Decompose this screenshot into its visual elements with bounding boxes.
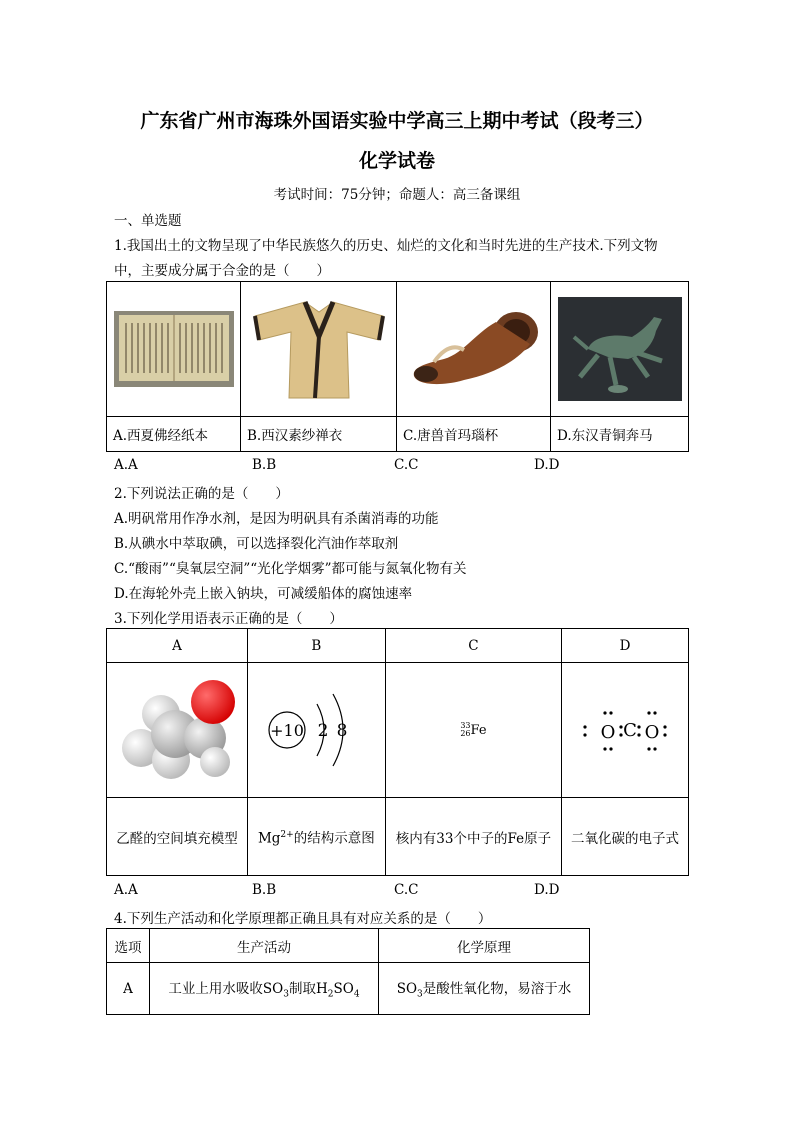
q4-activity-sub-2: 2 [327,989,334,1000]
q4-header-option: 选项 [107,929,150,963]
co2-electron-formula [575,705,675,755]
q1-caption-b: B.西汉素纱禅衣 [241,417,397,452]
bronze-horse-image [558,297,682,401]
shell-2-electrons: 8 [336,721,348,741]
atomic-number: 26 [460,729,471,739]
formula-o-right: O [644,722,660,743]
q1-image-cell-c [397,282,551,417]
q3-header-b: B [247,629,385,663]
q3-header-a: A [107,629,248,663]
q4-principle-sub: 3 [417,989,423,1000]
q3-option-c[interactable]: C.C [394,882,419,898]
section-heading: 一、单选题 [114,213,182,229]
q1-option-a[interactable]: A.A [114,457,138,473]
q1-image-cell-b [241,282,397,417]
q4-table [106,928,590,1015]
q4-activity-text-1: 工业上用水吸收SO [168,981,284,998]
q3-cell-d-formula [562,663,689,798]
q2-option-c[interactable]: C.“酸雨”“臭氧层空洞”“光化学烟雾”都可能与氮氧化物有关 [114,561,467,577]
exam-subtitle: 化学试卷 [358,150,435,172]
q2-option-a[interactable]: A.明矾常用作净水剂，是因为明矾具有杀菌消毒的功能 [114,511,439,527]
q3-caption-b [247,798,385,876]
formula-o-left: O [600,722,616,743]
q3-cell-a-model [107,663,248,798]
shell-1-electrons: 2 [317,721,329,741]
q3-notation-table [106,628,689,876]
exam-meta: 考试时间：75分钟；命题人：高三备课组 [273,187,521,203]
q3-caption-b-text: 的结构示意图 [293,830,375,847]
q1-caption-a: A.西夏佛经纸本 [107,417,241,452]
q2-option-d[interactable]: D.在海轮外壳上嵌入钠块，可减缓船体的腐蚀速率 [114,586,413,602]
mg-ion-structure-diagram [261,680,371,780]
q4-activity-text-3: SO [333,981,354,998]
q3-caption-d: 二氧化碳的电子式 [562,798,689,876]
q4-row-a-activity [150,963,379,1015]
q1-image-cell-a [107,282,241,417]
acetaldehyde-space-filling-model [117,674,237,786]
q3-option-d[interactable]: D.D [534,882,560,898]
q4-activity-sub-3: 4 [353,989,360,1000]
q3-option-a[interactable]: A.A [114,882,138,898]
q4-activity-text-2: 制取H [288,981,328,998]
nucleus-charge: +10 [270,721,305,740]
q3-caption-a: 乙醛的空间填充模型 [107,798,248,876]
q3-stem: 3.下列化学用语表示正确的是（ ） [114,611,343,627]
sutra-paper-image [114,309,234,389]
element-symbol: Fe [470,722,487,738]
q4-header-principle: 化学原理 [379,929,590,963]
q1-option-b[interactable]: B.B [252,457,277,473]
q3-cell-c-symbol [385,663,561,798]
mass-number: 33 [460,721,471,731]
q3-cell-b-diagram [247,663,385,798]
q3-caption-b-charge: 2+ [280,829,294,840]
q4-header-activity: 生产活动 [150,929,379,963]
q1-caption-c: C.唐兽首玛瑙杯 [397,417,551,452]
q4-activity-sub-1: 3 [283,989,289,1000]
q2-option-b[interactable]: B.从碘水中萃取碘，可以选择裂化汽油作萃取剂 [114,536,399,552]
q4-row-a-principle [379,963,590,1015]
formula-c: C [623,720,637,741]
q3-header-c: C [385,629,561,663]
q1-image-cell-d [551,282,689,417]
q4-stem: 4.下列生产活动和化学原理都正确且具有对应关系的是（ ） [114,911,492,927]
exam-title: 广东省广州市海珠外国语实验中学高三上期中考试（段考三） [140,110,654,132]
q3-header-d: D [562,629,689,663]
q1-stem-line1: 1.我国出土的文物呈现了中华民族悠久的历史、灿烂的文化和当时先进的生产技术.下列文物 [114,238,658,254]
q4-principle-text-2: 是酸性氧化物，易溶于水 [422,981,572,998]
silk-robe-image [249,296,389,402]
q4-principle-text-1: SO [396,981,418,998]
q3-caption-c: 核内有33个中子的Fe原子 [385,798,561,876]
q1-option-d[interactable]: D.D [534,457,560,473]
q1-artifact-table [106,281,689,452]
q3-caption-b-symbol: Mg [257,830,281,847]
q1-caption-d: D.东汉青铜奔马 [551,417,689,452]
q1-stem-line2: 中，主要成分属于合金的是（ ） [114,263,330,279]
q4-row-a-option: A [107,963,150,1015]
q2-stem: 2.下列说法正确的是（ ） [114,486,289,502]
q3-option-b[interactable]: B.B [252,882,277,898]
agate-cup-image [404,304,544,394]
q1-option-c[interactable]: C.C [394,457,419,473]
